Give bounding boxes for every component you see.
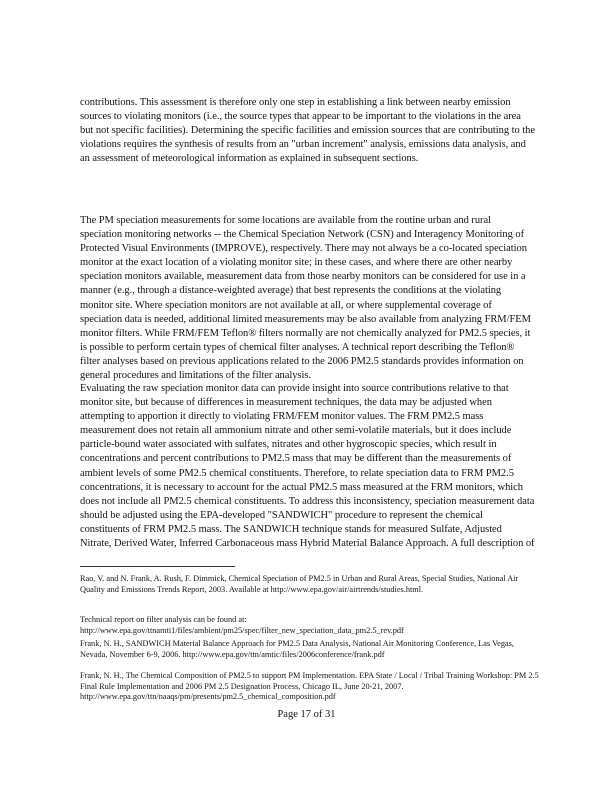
footnote-4: Frank, N. H., The Chemical Composition of PM2.5 to support PM Implementation. EPA State / Local / Tribal Training Workshop: PM 2.5 Final Rule Implementation and 2006 PM 2.5 Designation Process, Chicago IL, June 20-21, 2007. http://www.epa.gov/ttn/naaqs/pm/presents/pm2.5_chemical_composition.pdf — [80, 671, 539, 702]
footnote-2: Technical report on filter analysis can be found at: http://www.epa.gov/ttnamti1/files/ambient/pm25/spec/filter_new_speciation_data_pm2.5_rev.pdf — [80, 615, 404, 635]
body-paragraph-1: contributions. This assessment is therefore only one step in establishing a link between nearby emission sources to violating monitors (i.e., the source types that appear to be important to the violations in the area but not specific facilities). Determining the specific facilities and emission sources that are contributing to the violations requires the synthesis of results from an "urban increment" analysis, emissions data analysis, and an assessment of meteorological information as explained in subsequent sections. — [80, 97, 535, 165]
footnote-1: Rao, V. and N. Frank, A. Rush, F. Dimmick, Chemical Speciation of PM2.5 in Urban and Rural Areas, Special Studies, National Air Quality and Emissions Trends Report, 2003. Available at http://www.epa.gov/air/airtrends/studies.html. — [80, 574, 519, 594]
footnote-separator — [80, 566, 235, 567]
body-paragraph-2: The PM speciation measurements for some locations are available from the routine urban and rural speciation monitoring networks -- the Chemical Speciation Network (CSN) and Interagency Monitoring of Protected Visual Environments (IMPROVE), respectively. There may not always be a co-located speciation monitor at the exact location of a violating monitor site; in these cases, and where there are other nearby speciation monitors available, measurement data from those nearby monitors can be considered for use in a manner (e.g., through a distance-weighted average) that best represents the conditions at the violating monitor site. Where speciation monitors are not available at all, or where supplemental coverage of speciation data is needed, additional limited measurements may be also available from analyzing FRM/FEM monitor filters. While FRM/FEM Teflon® filters normally are not chemically analyzed for PM2.5 species, it is possible to perform certain types of chemical filter analyses. A technical report describing the Teflon® filter analyses based on previous applications related to the 2006 PM2.5 standards provides information on general procedures and limitations of the filter analysis. — [80, 215, 531, 382]
footnote-3: Frank, N. H., SANDWICH Material Balance Approach for PM2.5 Data Analysis, National Air Monitoring Conference, Las Vegas, Nevada, November 6-9, 2006. http://www.epa.gov/ttn/amtic/files/2006conference/frank.pdf — [80, 639, 514, 659]
page-number: Page 17 of 31 — [277, 709, 336, 720]
body-paragraph-3: Evaluating the raw speciation monitor data can provide insight into source contributions relative to that monitor site, but because of differences in measurement techniques, the data may be adjusted when attempting to apportion it directly to violating FRM/FEM monitor values. The FRM PM2.5 mass measurement does not retain all ammonium nitrate and other semi-volatile materials, but it does include particle-bound water associated with sulfates, nitrates and other hygroscopic species, which result in concentrations and percent contributions to PM2.5 mass that may be different than the measurements of ambient levels of some PM2.5 chemical constituents. Therefore, to relate speciation data to FRM PM2.5 concentrations, it is necessary to account for the actual PM2.5 mass measured at the FRM monitors, which does not include all PM2.5 chemical constituents. To address this inconsistency, speciation measurement data should be adjusted using the EPA-developed "SANDWICH" procedure to represent the chemical constituents of FRM PM2.5 mass. The SANDWICH technique stands for measured Sulfate, Adjusted Nitrate, Derived Water, Inferred Carbonaceous mass Hybrid Material Balance Approach. A full description of — [80, 383, 535, 550]
